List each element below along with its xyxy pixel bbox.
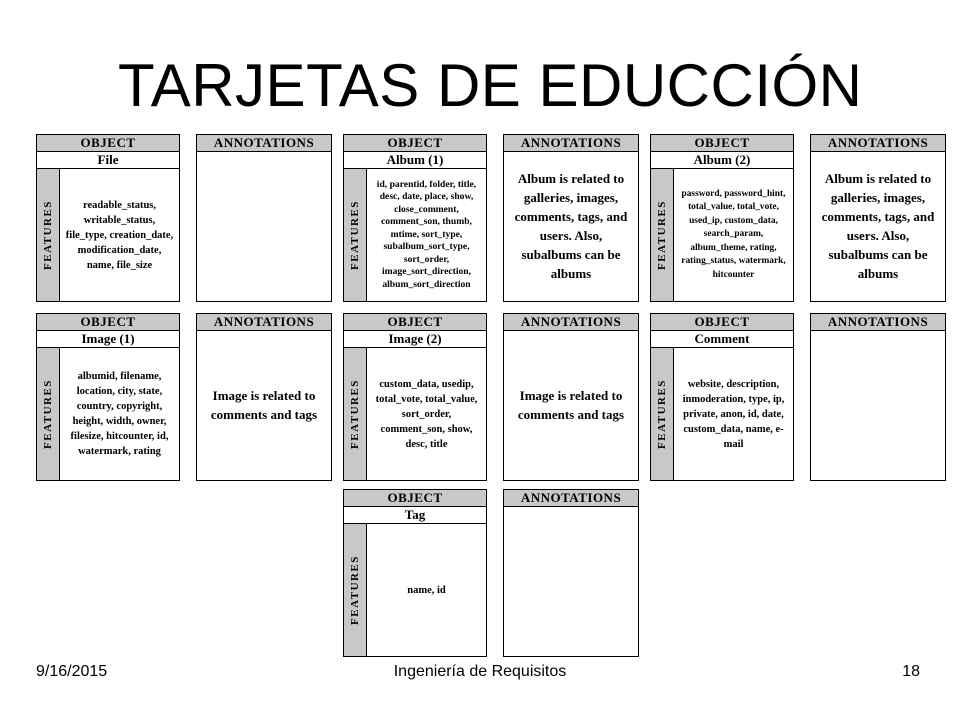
features-list: website, description, inmoderation, type, ip, private, anon, id, date, custom_data, name, e-mail	[682, 378, 785, 450]
annotation-text: Album is related to galleries, images, comments, tags, and users. Also, subalbums can be albums	[514, 171, 628, 281]
object-name: Image (2)	[344, 331, 486, 348]
features-label: FEATURES	[344, 348, 367, 480]
annotation-text	[811, 330, 945, 480]
footer-title: Ingeniería de Requisitos	[393, 663, 567, 680]
features-list: name, id	[407, 584, 446, 596]
features-list: custom_data, usedip, total_vote, total_value, sort_order, comment_son, show, desc, title	[375, 378, 478, 450]
page-number: 18	[902, 663, 920, 680]
annotations-card-image-2	[503, 313, 639, 481]
annotation-text: Image is related to comments and tags	[210, 388, 318, 422]
object-header: OBJECT	[651, 314, 793, 331]
object-name: Comment	[651, 331, 793, 348]
annotations-header: ANNOTATIONS	[811, 314, 945, 331]
slide-title: TARJETAS DE EDUCCIÓN	[118, 52, 863, 119]
annotations-card-comment	[810, 313, 946, 481]
object-card-image-2	[343, 313, 487, 481]
annotations-header: ANNOTATIONS	[197, 314, 331, 331]
object-card-image-1	[36, 313, 180, 481]
annotation-text: Image is related to comments and tags	[517, 388, 625, 422]
annotations-card-album-2	[810, 134, 946, 302]
annotations-card-image-1	[196, 313, 332, 481]
annotations-header: ANNOTATIONS	[811, 135, 945, 152]
object-header: OBJECT	[344, 490, 486, 507]
object-card-album-2	[650, 134, 794, 302]
features-list: albumid, filename, location, city, state, country, copyright, height, width, owner, filesize, hitcounter, id, watermark, rating	[70, 371, 169, 457]
features-list: password, password_hint, total_value, total_vote, used_ip, custom_data, search_param, album_theme, rating, rating_status, watermark, hitcounter	[681, 188, 786, 280]
object-name: Album (1)	[344, 152, 486, 169]
object-name: Album (2)	[651, 152, 793, 169]
object-card-album-1	[343, 134, 487, 302]
object-name: Tag	[344, 507, 486, 524]
annotation-text	[504, 506, 638, 656]
object-card-file	[36, 134, 180, 302]
footer-date: 9/16/2015	[36, 663, 108, 680]
object-name: File	[37, 152, 179, 169]
object-header: OBJECT	[37, 135, 179, 152]
features-label: FEATURES	[651, 348, 674, 480]
features-list: readable_status, writable_status, file_type, creation_date, modification_date, name, file_size	[65, 199, 174, 271]
annotation-text	[197, 151, 331, 301]
annotations-header: ANNOTATIONS	[197, 135, 331, 152]
annotations-header: ANNOTATIONS	[504, 490, 638, 507]
annotations-card-album-1	[503, 134, 639, 302]
object-header: OBJECT	[344, 314, 486, 331]
features-label: FEATURES	[344, 169, 367, 301]
annotations-header: ANNOTATIONS	[504, 135, 638, 152]
features-list: id, parentid, folder, title, desc, date, place, show, close_comment, comment_son, thumb, mtime, sort_type, subalbum_sort_type, sort_order, image_sort_direction, album_sort_direction	[376, 178, 477, 290]
object-card-tag	[343, 489, 487, 657]
features-label: FEATURES	[344, 524, 367, 656]
object-header: OBJECT	[37, 314, 179, 331]
features-label: FEATURES	[37, 348, 60, 480]
features-label: FEATURES	[37, 169, 60, 301]
annotations-card-file	[196, 134, 332, 302]
object-header: OBJECT	[344, 135, 486, 152]
features-label: FEATURES	[651, 169, 674, 301]
annotations-header: ANNOTATIONS	[504, 314, 638, 331]
object-header: OBJECT	[651, 135, 793, 152]
annotations-card-tag	[503, 489, 639, 657]
object-name: Image (1)	[37, 331, 179, 348]
object-card-comment	[650, 313, 794, 481]
annotation-text: Album is related to galleries, images, comments, tags, and users. Also, subalbums can be albums	[821, 171, 935, 281]
